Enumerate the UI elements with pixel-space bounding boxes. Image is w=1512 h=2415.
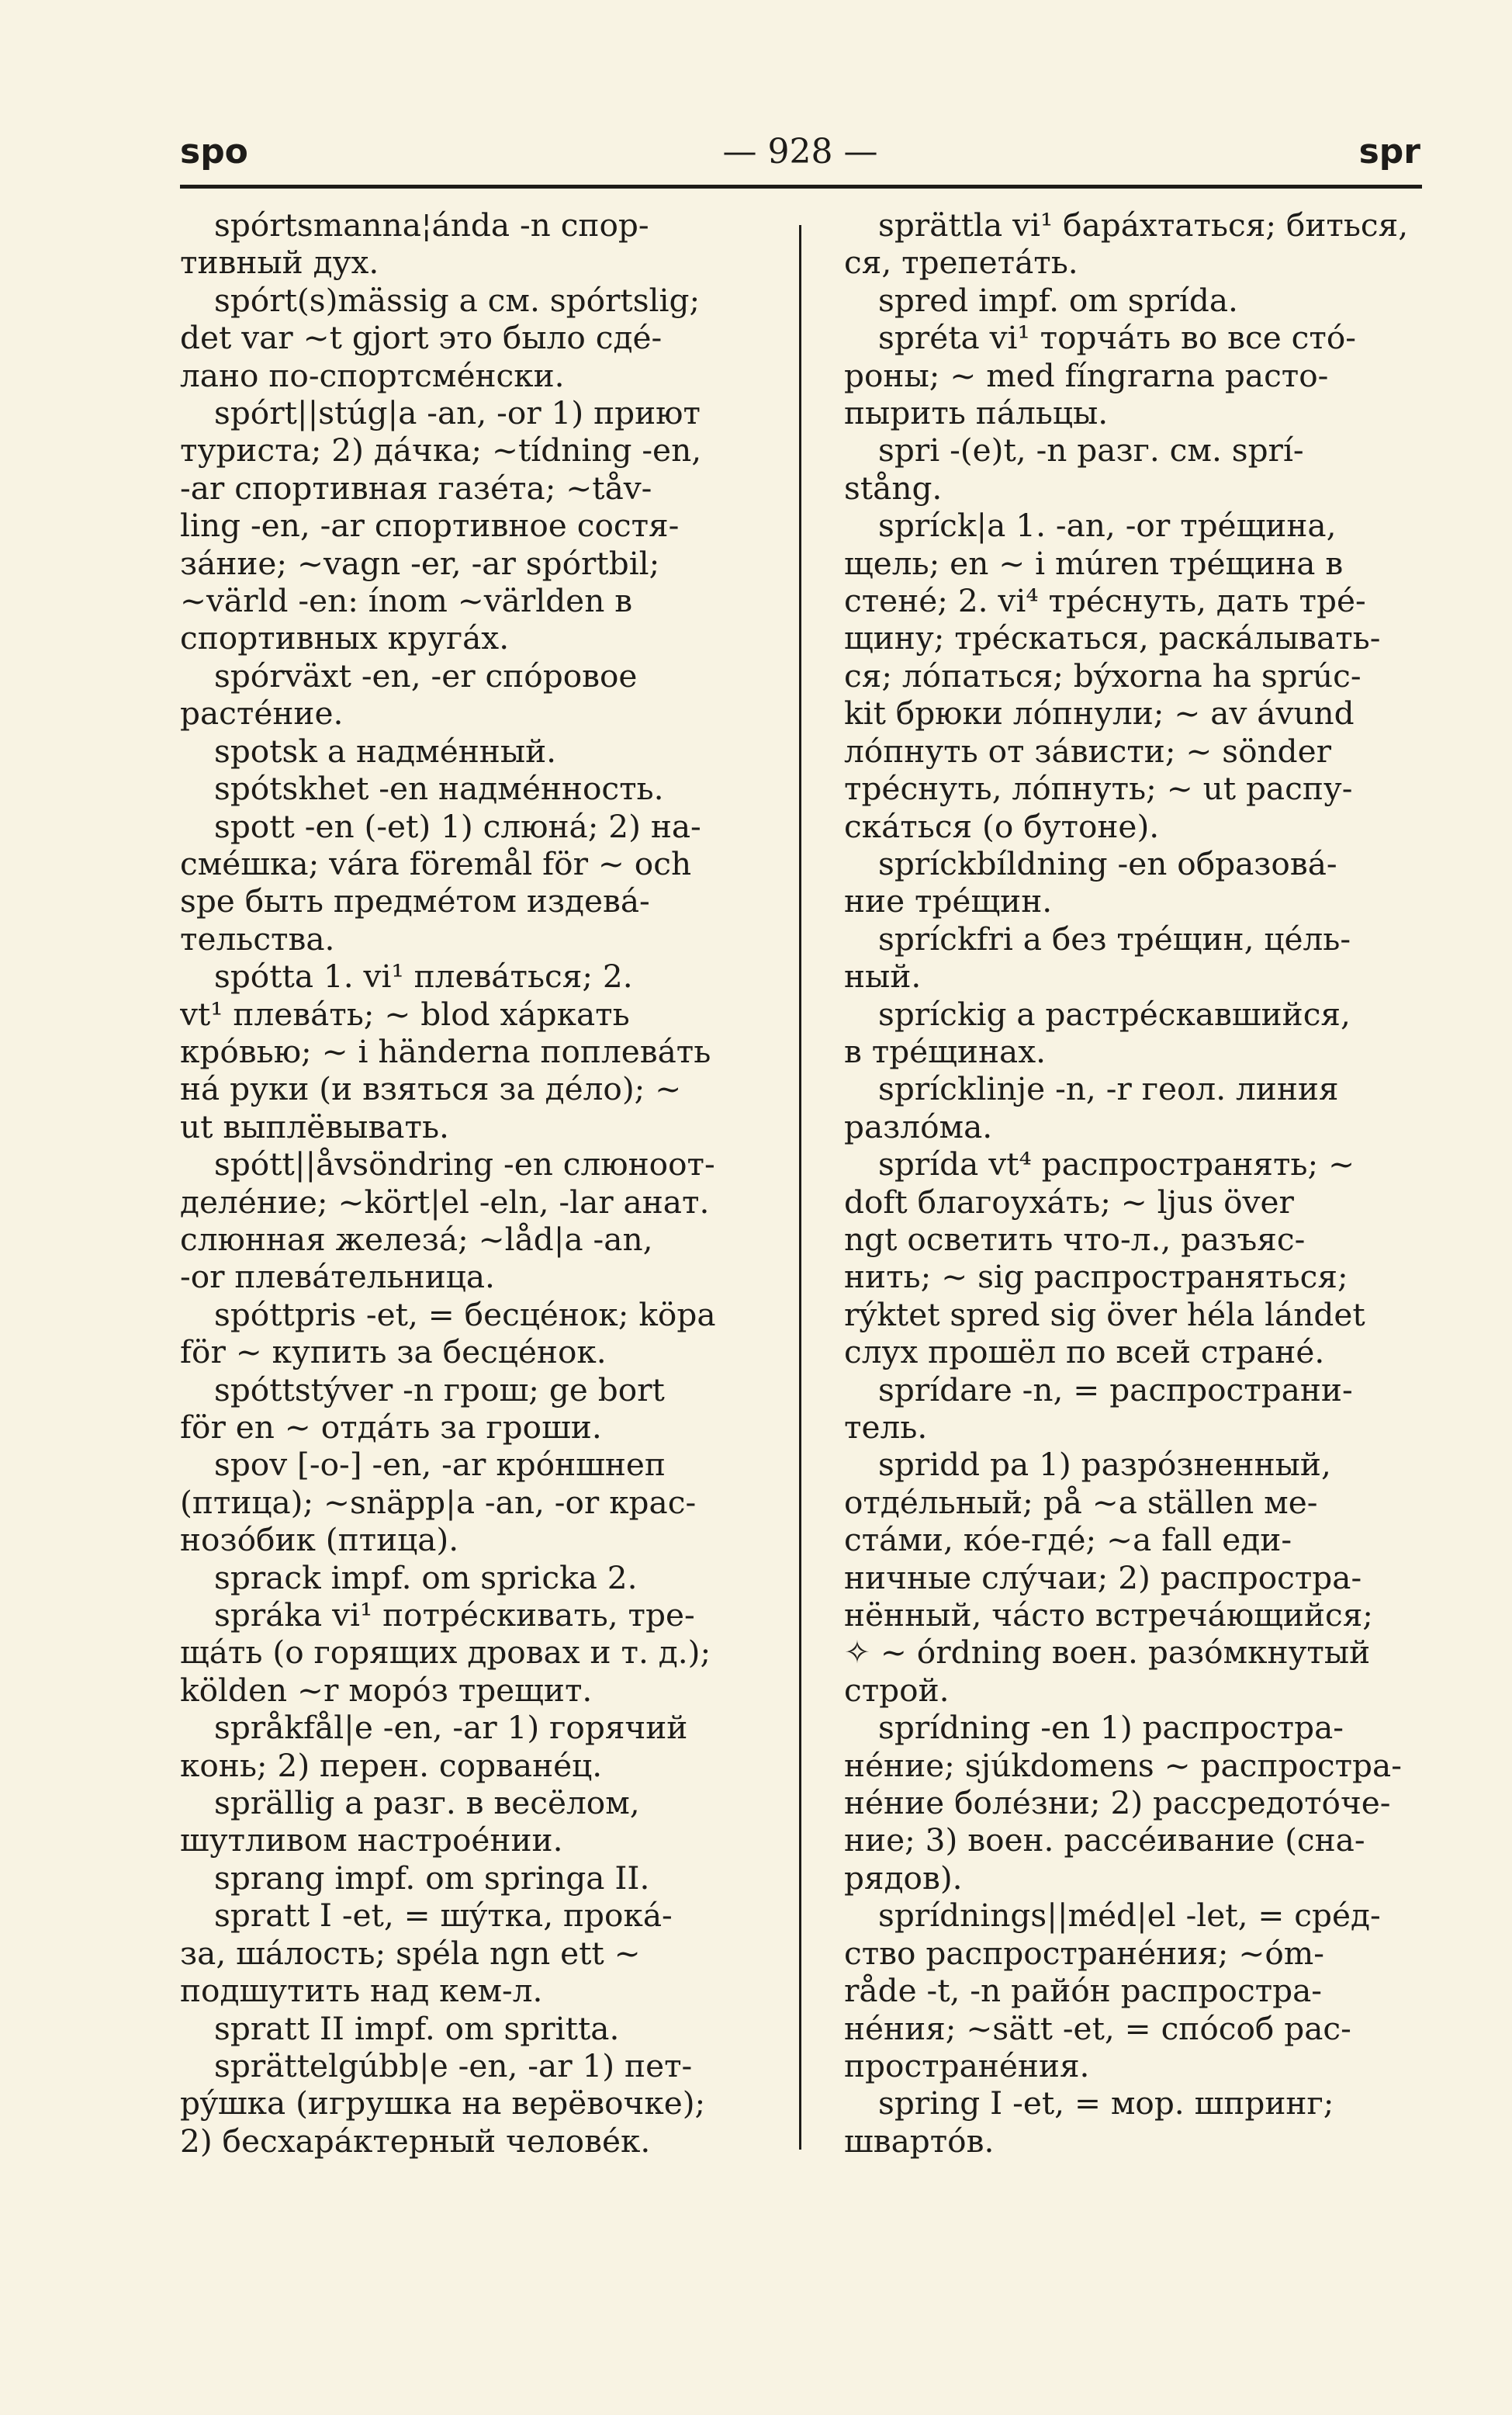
entry-headline: spréta vi¹ торчáть во все стó-	[878, 319, 1356, 357]
dictionary-entry	[844, 845, 1415, 920]
entry-line: разлóма.	[844, 1107, 993, 1145]
entry-headline: spótt||åvsöndring -en слюноот-	[214, 1145, 715, 1183]
entry-line: щáть (о горящих дровах и т. д.);	[180, 1634, 711, 1672]
entry-line: 2) бесхарáктерный человéк.	[180, 2122, 651, 2160]
entry-line: нéние; sjúkdomens ~ распростра-	[844, 1746, 1402, 1784]
entry-line: швартóв.	[844, 2122, 995, 2160]
entry-line: смéшка; vára föremål för ~ och	[180, 844, 692, 882]
right-column	[844, 206, 1415, 2160]
entry-headline: sprällig a разг. в весёлом,	[214, 1784, 640, 1822]
entry-line: шутливом настроéнии.	[180, 1821, 563, 1859]
dictionary-entry	[844, 1897, 1415, 2084]
entry-line: скáться (о бутоне).	[844, 807, 1160, 845]
entry-line: doft благоухáть; ~ ljus över	[844, 1183, 1294, 1221]
entry-headline: sprättla vi¹ барáхтаться; биться,	[878, 206, 1409, 244]
entry-headline: spridd pa 1) разрóзненный,	[878, 1446, 1331, 1484]
dictionary-entry	[844, 996, 1415, 1071]
entry-line: нённый, чáсто встречáющийся;	[844, 1596, 1373, 1634]
entry-line: det var ~t gjort это было сдé-	[180, 319, 663, 357]
entry-headline: spotsk a надмéнный.	[214, 732, 557, 770]
dictionary-entry	[180, 1446, 770, 1558]
entry-headline: spóttpris -et, = бесцéнок; köpa	[214, 1295, 716, 1333]
entry-headline: språkfål|e -en, -ar 1) горячий	[214, 1709, 688, 1747]
entry-line: строй.	[844, 1671, 950, 1709]
entry-line: подшутить над кем-л.	[180, 1972, 543, 2010]
entry-headline: sprícklinje -n, -r геол. линия	[878, 1070, 1339, 1108]
entry-line: нá руки (и взяться за дéло); ~	[180, 1070, 682, 1108]
entry-line: спортивных кругáх.	[180, 619, 510, 657]
entry-line: нить; ~ sig распространяться;	[844, 1258, 1348, 1296]
entry-headline: sprack impf. om spricka 2.	[214, 1558, 638, 1596]
dictionary-entry	[180, 2047, 770, 2160]
page-header	[180, 132, 1420, 186]
entry-line: ling -en, -ar спортивное состя-	[180, 507, 680, 545]
entry-line: ~värld -en: ínom ~världen в	[180, 582, 633, 620]
entry-line: kölden ~r морóз трещит.	[180, 1671, 593, 1709]
entry-headline: spott -en (-et) 1) слюнá; 2) на-	[214, 807, 701, 845]
dictionary-entry	[180, 1371, 770, 1447]
dictionary-entry	[844, 2084, 1415, 2160]
dictionary-entry	[180, 770, 770, 807]
entry-line: стáми, кóе-гдé; ~a fall еди-	[844, 1521, 1292, 1559]
dictionary-entry	[180, 1145, 770, 1296]
entry-line: лано по-спортсмéнски.	[180, 356, 565, 394]
dictionary-entry	[180, 2010, 770, 2047]
entry-headline: spring I -et, = мор. шпринг;	[878, 2084, 1334, 2122]
left-column	[180, 206, 770, 2160]
header-guide-word-right: spr	[1358, 132, 1420, 172]
dictionary-entry	[844, 319, 1415, 431]
entry-headline: spótta 1. vi¹ плевáться; 2.	[214, 958, 633, 996]
entry-line: (птица); ~snäpp|a -an, -or крас-	[180, 1483, 697, 1521]
entry-line: ние; 3) воен. рассéивание (сна-	[844, 1821, 1365, 1859]
dictionary-entry	[180, 394, 770, 657]
entry-line: конь; 2) перен. сорванéц.	[180, 1746, 603, 1784]
entry-line: роны; ~ med fíngrarna расто-	[844, 356, 1329, 394]
entry-line: за, шáлость; spéla ngn ett ~	[180, 1934, 641, 1972]
entry-headline: sprída vt⁴ распространять; ~	[878, 1145, 1355, 1183]
dictionary-entry	[180, 808, 770, 958]
entry-line: щель; en ~ i múren трéщина в	[844, 544, 1344, 582]
entry-line: слух прошёл по всей странé.	[844, 1333, 1325, 1371]
entry-headline: sprídare -n, = распространи-	[878, 1370, 1353, 1408]
entry-headline: sprídnings||méd|el -let, = срéд-	[878, 1897, 1381, 1935]
page-number: — 928 —	[722, 132, 878, 172]
entry-headline: spríckig a растрéскавшийся,	[878, 995, 1351, 1033]
dictionary-entry	[180, 1596, 770, 1709]
dictionary-entry	[844, 1371, 1415, 1447]
dictionary-entry	[180, 206, 770, 282]
entry-headline: spóttstýver -n грош; ge bort	[214, 1370, 665, 1408]
entry-line: нéние болéзни; 2) рассредотóче-	[844, 1784, 1391, 1822]
entry-headline: spratt I -et, = шýтка, прокá-	[214, 1897, 673, 1935]
dictionary-entry	[180, 1897, 770, 2009]
entry-line: тель.	[844, 1408, 928, 1446]
entry-line: в трéщинах.	[844, 1032, 1046, 1070]
entry-line: отдéльный; på ~a ställen ме-	[844, 1483, 1318, 1521]
dictionary-entry	[844, 1446, 1415, 1709]
dictionary-entry	[844, 1070, 1415, 1145]
entry-line: ничные слýчаи; 2) распростра-	[844, 1558, 1362, 1596]
dictionary-entry	[844, 206, 1415, 282]
entry-headline: spórtsmanna¦ánda -n спор-	[214, 206, 649, 244]
entry-line: рýшка (игрушка на верёвочке);	[180, 2084, 706, 2122]
entry-line: пырить пáльцы.	[844, 394, 1109, 432]
header-rule	[180, 185, 1422, 189]
entry-line: stång.	[844, 469, 943, 507]
entry-line: ся; лóпаться; býxorna ha sprúc-	[844, 657, 1361, 695]
dictionary-entry	[844, 1709, 1415, 1897]
entry-headline: spri -(e)t, -n разг. см. sprí-	[878, 431, 1304, 469]
entry-headline: sprídning -en 1) распростра-	[878, 1709, 1344, 1747]
entry-headline: spov [-o-] -en, -ar крóншнеп	[214, 1446, 666, 1484]
entry-headline: spráka vi¹ потрéскивать, тре-	[214, 1596, 695, 1634]
entry-line: för en ~ отдáть за гроши.	[180, 1408, 602, 1446]
entry-line: kit брюки лóпнули; ~ av ávund	[844, 695, 1355, 733]
dictionary-entry	[180, 733, 770, 770]
entry-headline: spred impf. om sprída.	[878, 281, 1238, 319]
entry-line: зáние; ~vagn -er, -ar spórtbil;	[180, 544, 660, 582]
entry-headline: spríckfri a без трéщин, цéль-	[878, 920, 1351, 958]
entry-line: råde -t, -n райóн распростра-	[844, 1972, 1323, 2010]
entry-line: spe быть предмéтом издевá-	[180, 882, 650, 920]
entry-line: rýktet spred sig över héla lándet	[844, 1295, 1365, 1333]
header-guide-word-left: spo	[180, 132, 248, 172]
entry-line: пространéния.	[844, 2046, 1090, 2084]
entry-line: för ~ купить за бесцéнок.	[180, 1333, 607, 1371]
entry-line: растéние.	[180, 695, 344, 733]
entry-line: ✧ ~ órdning воен. разóмкнутый	[844, 1634, 1371, 1672]
entry-headline: spratt II impf. om spritta.	[214, 2009, 620, 2047]
entry-headline: spórt(s)mässig a см. spórtslig;	[214, 281, 701, 319]
entry-line: рядов).	[844, 1859, 963, 1897]
entry-line: ство распространéния; ~óm-	[844, 1934, 1324, 1972]
entry-line: нозóбик (птица).	[180, 1521, 459, 1559]
entry-line: нéния; ~sätt -et, = спóсоб рас-	[844, 2009, 1351, 2047]
entry-headline: spórväxt -en, -er спóровое	[214, 657, 638, 695]
dictionary-entry	[844, 1145, 1415, 1370]
entry-line: стенé; 2. vi⁴ трéснуть, дать трé-	[844, 582, 1366, 620]
dictionary-entry	[180, 657, 770, 733]
entry-headline: spótskhet -en надмéнность.	[214, 770, 664, 808]
entry-headline: sprang impf. om springa II.	[214, 1859, 650, 1897]
entry-headline: sprättelgúbb|e -en, -ar 1) пет-	[214, 2046, 693, 2084]
entry-headline: spríck|a 1. -an, -or трéщина,	[878, 507, 1337, 545]
entry-line: ся, трепетáть.	[844, 244, 1078, 282]
dictionary-entry	[844, 431, 1415, 507]
dictionary-entry	[180, 958, 770, 1145]
entry-headline: spórt||stúg|a -an, -or 1) приют	[214, 394, 701, 432]
entry-line: -ar спортивная газéта; ~tåv-	[180, 469, 652, 507]
dictionary-entry	[844, 920, 1415, 996]
entry-line: тельства.	[180, 920, 335, 958]
column-divider	[799, 225, 801, 2150]
entry-line: щину; трéскаться, раскáлывать-	[844, 619, 1381, 657]
entry-line: ut выплёвывать.	[180, 1107, 449, 1145]
dictionary-entry	[180, 282, 770, 394]
dictionary-entry	[844, 507, 1415, 845]
entry-line: слюнная железá; ~låd|a -an,	[180, 1220, 653, 1258]
entry-line: трéснуть, лóпнуть; ~ ut распу-	[844, 770, 1353, 808]
entry-line: ный.	[844, 958, 922, 996]
dictionary-entry	[180, 1859, 770, 1897]
entry-line: крóвью; ~ i händerna поплевáть	[180, 1032, 711, 1070]
entry-line: ngt осветить что-л., разъяс-	[844, 1220, 1306, 1258]
dictionary-entry	[180, 1709, 770, 1784]
dictionary-entry	[844, 282, 1415, 319]
dictionary-entry	[180, 1296, 770, 1371]
entry-line: делéние; ~kört|el -eln, -lar анат.	[180, 1183, 710, 1221]
entry-line: туриста; 2) дáчка; ~tídning -en,	[180, 431, 702, 469]
dictionary-entry	[180, 1784, 770, 1859]
entry-headline: spríckbíldning -en образовá-	[878, 844, 1337, 882]
entry-line: тивный дух.	[180, 244, 379, 282]
entry-line: vt¹ плевáть; ~ blod хáркать	[180, 995, 630, 1033]
dictionary-entry	[180, 1559, 770, 1596]
entry-line: -or плевáтельница.	[180, 1258, 495, 1296]
entry-line: ние трéщин.	[844, 882, 1053, 920]
entry-line: лóпнуть от зáвисти; ~ sönder	[844, 732, 1332, 770]
